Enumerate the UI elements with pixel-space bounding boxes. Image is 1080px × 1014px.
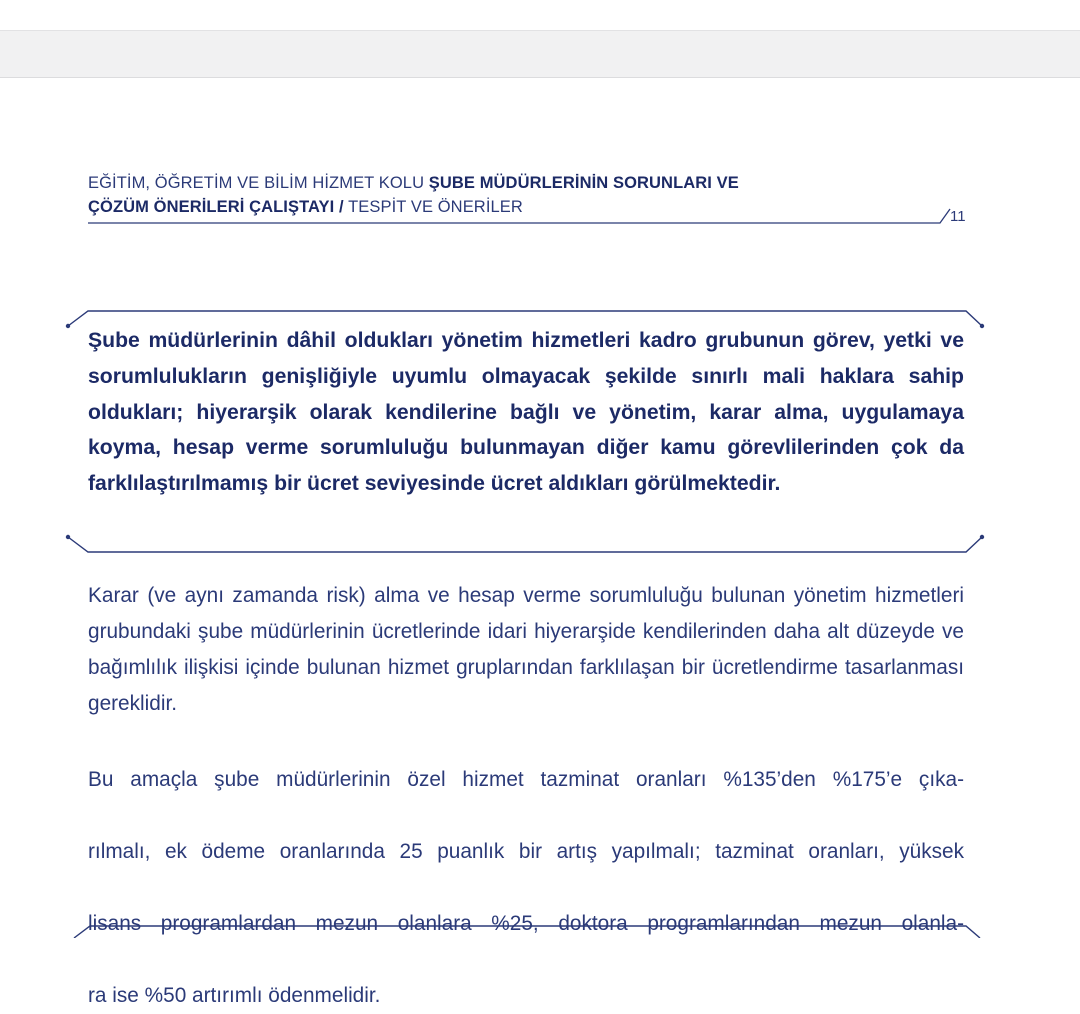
page-header (88, 171, 808, 219)
paragraph-2-line: Bu amaçla şube müdürlerinin özel hizmet tazminat oranları %135’den %175’e çıka- (88, 768, 964, 791)
paragraph-2-line: lisans programlardan mezun olanlara %25, doktora programlarından mezun olanla- (88, 912, 964, 935)
body-paragraph-2 (88, 762, 964, 1014)
browser-top-strip (0, 0, 1080, 31)
callout-text: Şube müdürlerinin dâhil oldukları yönetim hizmetleri kadro grubunun görev, yetki ve sorumlulukların genişliğiyle uyumlu olmayacak şekilde sınırlı mali haklara sahip oldukları; hiyerarşik olarak kendilerine bağlı ve yönetim, karar alma, uygulamaya koyma, hesap verme sorumluluğu bulunmayan diğer kamu görevlilerinden çok da farklılaştırılmamış bir ücret seviyesinde ücret aldıkları görülmektedir. (88, 329, 964, 496)
page-number: 11 (950, 208, 966, 225)
header-title-part1: ŞUBE MÜDÜRLERİNİN SORUNLARI VE (428, 174, 739, 192)
paragraph-2-line: rılmalı, ek ödeme oranlarında 25 puanlık bir artış yapılmalı; tazminat oranları, yüksek (88, 840, 964, 863)
header-line-2 (88, 195, 808, 219)
header-title-part2: ÇÖZÜM ÖNERİLERİ ÇALIŞTAYI / (88, 198, 344, 216)
header-org: EĞİTİM, ÖĞRETİM VE BİLİM HİZMET KOLU (88, 174, 429, 192)
header-line-1 (88, 171, 808, 195)
header-section: TESPİT VE ÖNERİLER (343, 198, 523, 216)
paragraph-2-line: ra ise %50 artırımlı ödenmelidir. (88, 984, 381, 1007)
viewer-toolbar (0, 31, 1080, 78)
body-paragraph-1: Karar (ve aynı zamanda risk) alma ve hesap verme sorumluluğu bulunan yönetim hizmetleri grubundaki şube müdürlerinin ücretlerinde idari hiyerarşide kendilerinden daha alt düzeyde ve bağımlılık ilişkisi içinde bulunan hizmet gruplarından farklılaşan bir ücretlendirme tasarlanması gereklidir. (88, 584, 964, 715)
